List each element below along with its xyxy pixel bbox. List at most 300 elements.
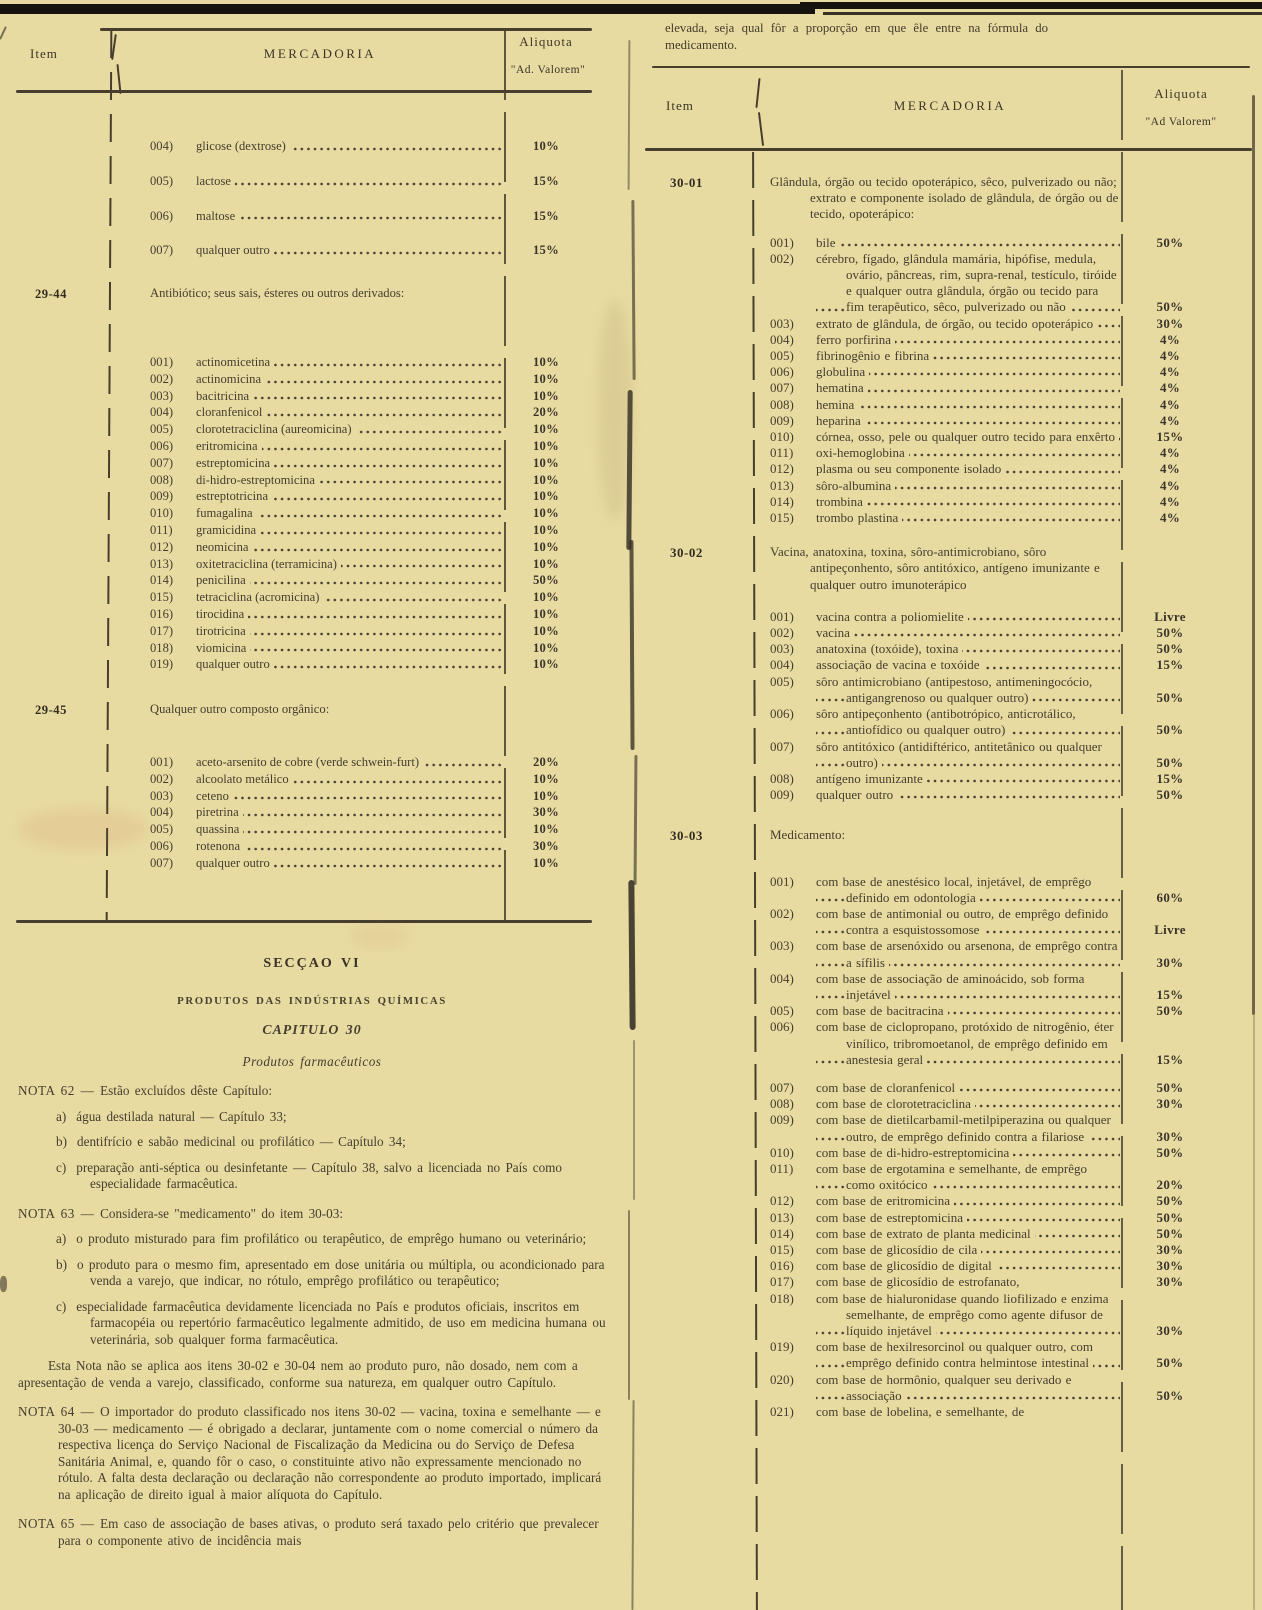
left-table-body <box>35 92 588 872</box>
entry-text-span: actinomicetina <box>196 355 274 369</box>
group-item-code: 29-44 <box>35 287 67 302</box>
entry-text <box>816 478 1120 494</box>
entry-value: 50% <box>1156 1079 1184 1095</box>
entry-value: 50% <box>1156 625 1184 641</box>
entry-text <box>196 539 504 556</box>
entry-text-span: com base de glicosídio de cila <box>816 1242 981 1257</box>
entry-text <box>816 874 1120 906</box>
entry-text-span: com base de hexilresorcinol ou qualquer outro, com emprêgo definido contra helmintose intestinal <box>816 1339 1094 1371</box>
entry-value: 4% <box>1159 364 1181 380</box>
entry-value: 10% <box>532 590 560 605</box>
table-entry <box>770 348 1220 364</box>
tariff-group <box>35 285 588 673</box>
continuation-line: elevada, seja qual fôr a proporção em que êle entre na fórmula do <box>665 21 1049 35</box>
entry-text-span: qualquer outro <box>196 243 274 257</box>
entry-text <box>816 674 1120 706</box>
entry-text-span: estreptomicina <box>196 456 274 470</box>
entry-value: 10% <box>532 388 560 403</box>
note-item: c) especialidade farmacêutica devidamente licenciada no País e produtos oficiais, inscritos em farmacopéia ou repertório farmacêutico legalmente admitido, de uso em medicina humana ou veterinária, sob qualquer forma farmacêutica. <box>56 1298 606 1347</box>
entry-value: 10% <box>532 354 560 369</box>
entry-text-span: com base de eritromicina <box>816 1193 954 1208</box>
entry-text <box>816 739 1120 771</box>
entry-number: 007) <box>770 1079 794 1095</box>
group-heading-text-span: Qualquer outro composto orgânico: <box>150 702 333 716</box>
entry-text <box>196 522 504 539</box>
right-table-body <box>670 160 1220 1420</box>
entry-text <box>816 625 1120 641</box>
entry-value: 30% <box>1156 1128 1184 1144</box>
entry-text <box>196 354 504 371</box>
note-item: a) o produto misturado para fim profilático ou terapêutico, de emprêgo humano ou veterinário; <box>56 1231 587 1246</box>
note-paragraph: NOTA 65 — Em caso de associação de bases ativas, o produto será taxado pelo critério que prevalecer para o componente ativo de incidência mais <box>18 1516 599 1548</box>
entry-number: 008) <box>770 396 794 412</box>
entry-text <box>816 938 1120 970</box>
entry-number: 014) <box>770 493 794 509</box>
note-post: Esta Nota não se aplica aos itens 30-02 e 30-04 nem ao produto puro, não dosado, nem com a apresentação de venda a varejo, classificado, conforme sua natureza, em qualquer outro Capítulo. <box>18 1358 578 1390</box>
entry-value: 4% <box>1159 477 1181 493</box>
fold-crease-mark <box>631 200 635 380</box>
entry-text <box>816 1291 1120 1340</box>
table-entry <box>770 1372 1220 1404</box>
table-entry <box>770 787 1220 803</box>
entry-text <box>816 1145 1120 1161</box>
note-label: NOTA 63 — <box>18 1205 101 1221</box>
table-entry <box>150 754 588 771</box>
entry-text <box>196 556 504 573</box>
entry-value: 10% <box>532 139 560 153</box>
table-entry <box>150 589 588 606</box>
entry-number: 007) <box>150 855 174 870</box>
entry-value: 10% <box>532 422 560 437</box>
entry-text <box>816 906 1120 938</box>
entry-text-span: sôro antitóxico (antidiftérico, antitetânico ou qualquer outro) <box>816 738 1102 770</box>
right-table-header-rule <box>645 148 1252 151</box>
group-heading <box>150 285 588 302</box>
entry-text-span: plasma ou seu componente isolado <box>816 461 1005 476</box>
entry-value: 50% <box>1156 787 1184 803</box>
entry-text-span: rotenona <box>196 839 244 853</box>
entry-number: 006) <box>150 208 174 223</box>
entry-text <box>816 609 1120 625</box>
table-entry <box>150 173 588 190</box>
entry-number: 004) <box>770 657 794 673</box>
entry-value: 30% <box>1156 1096 1184 1112</box>
entry-number: 010) <box>770 429 794 445</box>
entry-value: 15% <box>1156 986 1184 1002</box>
note-item-tag: a) <box>56 1231 67 1246</box>
table-entry <box>150 855 588 872</box>
entry-text-span: maltose <box>196 209 239 223</box>
entry-text <box>196 388 504 405</box>
entry-text-span: heparina <box>816 413 865 428</box>
entry-value: 4% <box>1159 493 1181 509</box>
group-heading-text-span: Glândula, órgão ou tecido opoterápico, sêco, pulverizado ou não; extrato e componente isolado de glândula, de órgão ou de tecido, opoterápico: <box>770 174 1119 222</box>
table-entry <box>150 438 588 455</box>
entry-text <box>816 1258 1120 1274</box>
table-entry <box>150 623 588 640</box>
entry-number: 011) <box>770 445 794 461</box>
table-entry <box>770 251 1220 316</box>
entry-text-span: tetraciclina (acromicina) <box>196 590 323 604</box>
entry-text <box>816 1404 1120 1420</box>
entry-value: 50% <box>1156 754 1184 770</box>
entry-value: 50% <box>532 573 560 588</box>
entry-text-span: qualquer outro <box>196 657 274 671</box>
entry-text <box>196 855 504 872</box>
entry-value: 60% <box>1156 889 1184 905</box>
table-entry <box>150 138 588 155</box>
note-label: NOTA 64 — <box>18 1404 101 1419</box>
entry-text <box>816 413 1120 429</box>
entry-text <box>816 1274 1120 1290</box>
continuation-line: medicamento. <box>665 38 738 52</box>
entry-text-span: com base de lobelina, e semelhante, de <box>816 1404 1028 1419</box>
entry-value: 10% <box>532 455 560 470</box>
entry-number: 004) <box>150 139 174 153</box>
entry-text-span: com base de glicosídio de digital <box>816 1258 996 1273</box>
entry-number: 005) <box>770 673 794 689</box>
entry-text <box>196 804 504 821</box>
left-header-advalorem: "Ad. Valorem" <box>510 64 586 76</box>
entry-text-span: actinomicina <box>196 372 265 386</box>
table-entry <box>770 1339 1220 1371</box>
entry-text <box>196 488 504 505</box>
group-heading <box>770 544 1220 593</box>
table-entry <box>150 556 588 573</box>
entry-text-span: aceto-arsenito de cobre (verde schwein-furt) <box>196 755 423 769</box>
table-entry <box>150 771 588 788</box>
entry-text <box>196 572 504 589</box>
entry-number: 003) <box>770 315 794 331</box>
entry-text-span: com base de bacitracina <box>816 1003 948 1018</box>
entry-text-span: sôro-albumina <box>816 478 895 493</box>
table-entry <box>770 609 1220 625</box>
table-entry <box>770 494 1220 510</box>
entry-text <box>816 771 1120 787</box>
entry-value: 30% <box>1156 1274 1184 1290</box>
table-entry <box>150 572 588 589</box>
page-edge-line <box>1253 1015 1255 1610</box>
entry-text <box>816 1080 1120 1096</box>
entry-value: 50% <box>1156 641 1184 657</box>
fold-crease-mark <box>629 540 634 750</box>
entry-value: 10% <box>532 539 560 554</box>
entry-text <box>816 1372 1120 1404</box>
table-entry <box>770 906 1220 938</box>
entry-text-span: córnea, osso, pele ou qualquer outro tecido para enxêrto <box>816 429 1119 444</box>
entry-value: 30% <box>1156 1241 1184 1257</box>
right-header-item: Item <box>666 98 694 113</box>
table-entry <box>150 539 588 556</box>
entry-text-span: extrato de glândula, de órgão, ou tecido opoterápico <box>816 316 1097 331</box>
entry-number: 015) <box>770 1241 794 1257</box>
table-entry <box>150 821 588 838</box>
entry-text <box>816 657 1120 673</box>
group-heading-text <box>150 285 504 302</box>
entry-value: 50% <box>1156 1193 1184 1209</box>
group-item-code: 29-45 <box>35 703 67 718</box>
table-entry <box>150 371 588 388</box>
scan-edge-bar-right-thin <box>823 12 1262 15</box>
entry-value: 10% <box>532 438 560 453</box>
entry-text <box>196 640 504 657</box>
entry-number: 005) <box>770 348 794 364</box>
entry-value: 4% <box>1159 445 1181 461</box>
right-table-top-rule <box>652 66 1250 68</box>
entry-number: 013) <box>770 477 794 493</box>
entry-number: 012) <box>150 539 174 554</box>
tariff-group <box>35 701 588 871</box>
entry-text <box>196 821 504 838</box>
entry-number: 006) <box>770 706 794 722</box>
entry-text <box>816 235 1120 251</box>
table-entry <box>770 364 1220 380</box>
entry-number: 005) <box>150 822 174 837</box>
group-heading <box>770 827 1220 843</box>
table-entry <box>770 332 1220 348</box>
entry-value: 50% <box>1156 1355 1184 1371</box>
entry-number: 012) <box>770 1193 794 1209</box>
entry-text-span: com base de arsenóxido ou arsenona, de emprêgo contra a sífilis <box>816 938 1118 970</box>
entry-text <box>816 706 1120 738</box>
entry-text <box>196 505 504 522</box>
entry-text-span: com base de ciclopropano, protóxido de nitrogênio, éter vinílico, tribromoetanol, de emprêgo definido em anestesia geral <box>816 1019 1114 1067</box>
table-entry <box>770 739 1220 771</box>
paper-stain <box>598 300 632 520</box>
entry-number: 005) <box>150 173 174 188</box>
entry-text-span: neomicina <box>196 540 252 554</box>
tariff-group <box>670 174 1220 526</box>
entry-number: 003) <box>150 388 174 403</box>
note-item-tag: a) <box>56 1108 67 1124</box>
note-item-tag: b) <box>56 1134 67 1149</box>
entry-number: 004) <box>150 405 174 420</box>
entry-number: 009) <box>770 787 794 803</box>
entry-text-span: hematina <box>816 380 868 395</box>
entry-value: 50% <box>1156 1003 1184 1019</box>
table-entry <box>770 1161 1220 1193</box>
table-entry <box>770 1003 1220 1019</box>
entry-text <box>816 1112 1120 1144</box>
entry-text-span: com base de glicosídio de estrofanato, <box>816 1274 1024 1289</box>
table-entry <box>770 316 1220 332</box>
right-header-aliquota: Aliquota <box>1154 86 1208 101</box>
entry-text <box>816 445 1120 461</box>
entry-value: 50% <box>1156 1209 1184 1225</box>
entry-text <box>816 380 1120 396</box>
entry-text-span: associação de vacina e toxóide <box>816 657 984 672</box>
entry-value: 4% <box>1159 348 1181 364</box>
group-heading-text <box>150 701 504 718</box>
fold-crease-mark <box>628 1210 630 1400</box>
entry-value: 20% <box>532 754 560 769</box>
entry-text-span: bacitricina <box>196 389 253 403</box>
entry-text-span: ceteno <box>196 789 233 803</box>
entry-text-span: tirotricina <box>196 624 250 638</box>
table-entry <box>150 455 588 472</box>
entry-text-span: glicose (dextrose) <box>196 139 290 153</box>
entry-value: 50% <box>1156 689 1184 705</box>
note-item: b) o produto para o mesmo fim, apresentado em dose unitária ou múltipla, ou acondicionado para venda a varejo, que indicar, no rótulo, emprêgo profilático ou terapêutico; <box>56 1256 605 1288</box>
entry-number: 004) <box>770 331 794 347</box>
fold-crease-mark <box>633 1040 635 1200</box>
table-entry <box>150 656 588 673</box>
entry-number: 001) <box>770 234 794 250</box>
entry-value: 4% <box>1159 461 1181 477</box>
entry-number: 006) <box>770 364 794 380</box>
entry-text <box>196 438 504 455</box>
entry-text-span: piretrina <box>196 805 243 819</box>
table-entry <box>770 1019 1220 1068</box>
entry-number: 007) <box>150 455 174 470</box>
table-entry <box>770 625 1220 641</box>
left-table-item-separator <box>106 30 113 920</box>
entry-number: 015) <box>770 510 794 526</box>
entry-text-span: vacina contra a poliomielite <box>816 609 968 624</box>
entry-text <box>816 1210 1120 1226</box>
entry-text <box>816 1003 1120 1019</box>
table-entry <box>770 429 1220 445</box>
note-item-tag: c) <box>56 1298 67 1314</box>
page-edge-line <box>1252 95 1255 1015</box>
entry-text-span: ferro porfirina <box>816 332 895 347</box>
table-entry <box>150 505 588 522</box>
entry-value: Livre <box>1154 608 1186 624</box>
entry-value: 10% <box>532 822 560 837</box>
table-entry <box>150 421 588 438</box>
entry-value: 30% <box>1156 315 1184 331</box>
entry-value: 30% <box>532 838 560 853</box>
table-entry <box>150 404 588 421</box>
group-heading <box>150 701 588 718</box>
entry-value: 30% <box>532 805 560 820</box>
note-item: a) água destilada natural — Capítulo 33; <box>56 1108 287 1124</box>
entry-text <box>816 1226 1120 1242</box>
table-entry <box>770 397 1220 413</box>
entry-number: 019) <box>150 657 174 672</box>
entry-number: 007) <box>150 243 174 258</box>
entry-value: 10% <box>532 623 560 638</box>
entry-text-span: sôro antimicrobiano (antipestoso, antimeningocócio, antigangrenoso ou qualquer outro) <box>816 673 1093 705</box>
entry-value: Livre <box>1154 922 1186 938</box>
entry-value: 10% <box>532 506 560 521</box>
group-item-code: 30-03 <box>670 828 703 844</box>
entry-text-span: alcoolato metálico <box>196 772 293 786</box>
entry-text-span: di-hidro-estreptomicina <box>196 473 319 487</box>
left-header-item: Item <box>30 46 58 61</box>
table-entry <box>150 522 588 539</box>
right-header-advalorem: "Ad Valorem" <box>1145 116 1217 128</box>
entry-text <box>816 332 1120 348</box>
entry-number: 003) <box>150 788 174 803</box>
note-label: NOTA 62 — <box>18 1083 101 1098</box>
entry-text-span: com base de antimonial ou outro, de emprêgo definido contra a esquistossomose <box>816 905 1109 938</box>
entry-number: 017) <box>150 623 174 638</box>
entry-text <box>816 348 1120 364</box>
entry-text-span: oxi-hemoglobina <box>816 445 909 460</box>
right-table-item-separator <box>752 152 758 1610</box>
entry-value: 50% <box>1156 234 1184 250</box>
entry-number: 008) <box>150 472 174 487</box>
note-item-tag: c) <box>56 1159 67 1175</box>
entry-value: 4% <box>1159 396 1181 412</box>
entry-text <box>816 971 1120 1003</box>
entry-text-span: fibrinogênio e fibrina <box>816 348 933 363</box>
chapter-title: CAPITULO 30 <box>262 1022 362 1037</box>
fold-crease-mark <box>628 40 631 190</box>
entry-text-span: clorotetraciclina (aureomicina) <box>196 422 356 436</box>
entry-text-span: globulina <box>816 364 869 379</box>
entry-text-span: oxitetraciclina (terramicina) <box>196 557 341 571</box>
note-paragraph: NOTA 63 — Considera-se "medicamento" do item 30-03: <box>18 1205 344 1221</box>
group-heading-text <box>770 174 1120 223</box>
entry-text-span: gramicidina <box>196 523 260 537</box>
table-entry <box>770 1226 1220 1242</box>
table-entry <box>150 472 588 489</box>
entry-value: 50% <box>1156 1225 1184 1241</box>
entry-number: 002) <box>150 771 174 786</box>
entry-text <box>816 787 1120 803</box>
table-entry <box>150 354 588 371</box>
table-entry <box>770 413 1220 429</box>
table-entry <box>770 1274 1220 1290</box>
table-entry <box>770 641 1220 657</box>
entry-number: 017) <box>770 1274 794 1290</box>
entry-number: 018) <box>150 640 174 655</box>
entry-text <box>816 397 1120 413</box>
entry-text <box>816 461 1120 477</box>
note-item: c) preparação anti-séptica ou desinfetante — Capítulo 38, salvo a licenciada no País como especialidade farmacêutica. <box>56 1159 563 1191</box>
entry-number: 008) <box>770 1096 794 1112</box>
entry-text <box>196 208 504 225</box>
entry-number: 008) <box>770 770 794 786</box>
left-table-bottom-rule <box>16 920 592 923</box>
entry-value: 20% <box>532 405 560 420</box>
paper-stain <box>350 925 410 947</box>
entry-text-span: com base de extrato de planta medicinal <box>816 1226 1035 1241</box>
entry-text-span: com base de hormônio, qualquer seu derivado e associação <box>816 1371 1072 1403</box>
entry-number: 001) <box>150 754 174 769</box>
entry-text <box>816 510 1120 526</box>
entry-text <box>196 138 504 155</box>
entry-text-span: antígeno imunizante <box>816 771 927 786</box>
entry-text <box>816 641 1120 657</box>
left-header-aliquota: Aliquota <box>519 34 573 49</box>
fold-crease-mark <box>628 880 635 1030</box>
entry-value: 10% <box>532 371 560 386</box>
entry-text-span: penicilina <box>196 573 250 587</box>
entry-text-span: lactose <box>196 174 235 188</box>
table-entry <box>770 1242 1220 1258</box>
entry-number: 006) <box>150 438 174 453</box>
table-entry <box>770 657 1220 673</box>
entry-number: 021) <box>770 1404 794 1420</box>
table-entry <box>150 788 588 805</box>
margin-smudge <box>0 1276 7 1292</box>
entry-number: 016) <box>150 606 174 621</box>
entry-value: 10% <box>532 640 560 655</box>
entry-text-span: anatoxina (toxóide), toxina <box>816 641 962 656</box>
entry-text-span: hemina <box>816 397 858 412</box>
entry-text <box>196 371 504 388</box>
entry-value: 10% <box>532 606 560 621</box>
entry-text <box>196 589 504 606</box>
entry-value: 15% <box>1156 1051 1184 1067</box>
entry-text <box>816 316 1120 332</box>
entry-value: 20% <box>1156 1177 1184 1193</box>
entry-text-span: tirocidina <box>196 607 248 621</box>
entry-text-span: vacina <box>816 625 854 640</box>
